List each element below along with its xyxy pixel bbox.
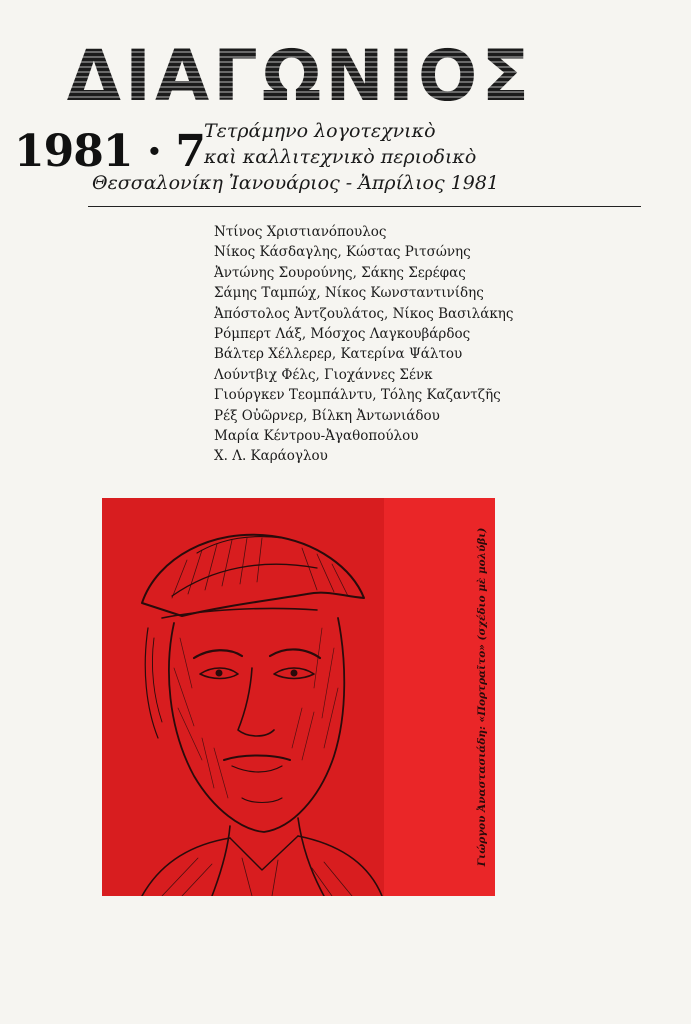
issue-number: 1981 · 7: [14, 126, 206, 177]
artwork-caption: Γιώργου Ἀναστασιάδη: «Πορτραῖτο» (σχέδιο μὲ μολύβι): [476, 527, 488, 867]
contributor-line: Νίκος Κάσδαγλης, Κώστας Ριτσώνης: [214, 244, 471, 261]
contributor-line: Σάμης Ταμπώχ, Νίκος Κωνσταντινίδης: [214, 285, 484, 302]
contributor-line: Ρόμπερτ Λάξ, Μόσχος Λαγκουβάρδος: [214, 326, 471, 343]
portrait-sketch: [102, 498, 495, 896]
contributor-line: Χ. Λ. Καράογλου: [214, 448, 328, 465]
cover-artwork: [102, 498, 495, 896]
contributor-line: Ἀπόστολος Ἀντζουλάτος, Νίκος Βασιλάκης: [214, 305, 514, 322]
contributor-line: Ντίνος Χριστιανόπουλος: [214, 224, 387, 240]
subtitle-line-1: Τετράμηνο λογοτεχνικὸ: [204, 120, 436, 142]
contributor-line: Ἀντώνης Σουρούνης, Σάκης Σερέφας: [214, 264, 466, 281]
contributor-line: Λούντβιχ Φέλς, Γιοχάννες Σένκ: [214, 366, 433, 383]
contributor-line: Μαρία Κέντρου-Ἀγαθοπούλου: [214, 428, 419, 445]
subtitle-line-2: καὶ καλλιτεχνικὸ περιοδικὸ: [204, 146, 477, 168]
divider-rule: [88, 206, 641, 207]
contributor-line: Βάλτερ Χέλλερερ, Κατερίνα Ψάλτου: [214, 346, 463, 363]
contributor-line: Ρέξ Οὐῶρνερ, Βίλκη Ἀντωνιάδου: [214, 407, 440, 424]
subtitle-line-3: Θεσσαλονίκη Ἰανουάριος - Ἀπρίλιος 1981: [92, 172, 499, 194]
masthead-title: ΔΙΑΓΩΝΙΟΣ: [66, 35, 534, 117]
contributor-line: Γιούργκεν Τεομπάλντυ, Τόλης Καζαντζῆς: [214, 387, 501, 404]
contributors-list: [214, 222, 513, 467]
